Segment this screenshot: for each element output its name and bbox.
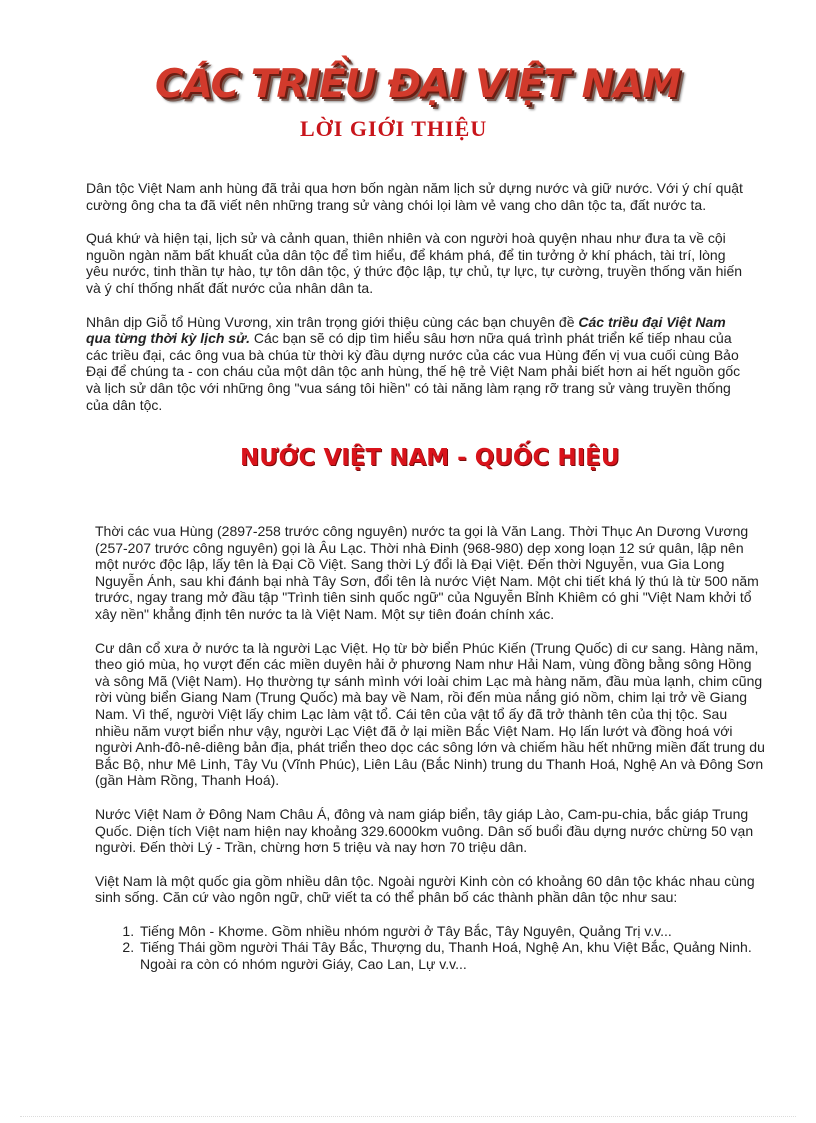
country-section xyxy=(95,523,765,973)
intro-p3-text: Nhân dịp Giỗ tổ Hùng Vương, xin trân trọng giới thiệu cùng các bạn chuyên đề xyxy=(86,313,579,330)
intro-paragraph-2: Quá khứ và hiện tại, lịch sử và cảnh quan, thiên nhiên và con người hoà quyện nhau như đưa ta về cội nguồn ngàn năm bất khuất của dân tộc để tìm hiểu, để khám phá, để tin tưởng ở khí phách, tài trí, lòng yêu nước, tinh thần tự hào, tự tôn dân tộc, ý thức độc lập, tự chủ, tự lực, tự cường, truyền thống văn hiến và ý chí thống nhất đất nước của nhân dân ta. xyxy=(86,230,743,296)
section-paragraph-3: Nước Việt Nam ở Đông Nam Châu Á, đông và nam giáp biển, tây giáp Lào, Cam-pu-chia, bắc giáp Trung Quốc. Diện tích Việt nam hiện nay khoảng 329.6000km vuông. Dân số buổi đầu dựng nước chừng 50 vạn người. Đến thời Lý - Trần, chừng hơn 5 triệu và nay hơn 70 triệu dân. xyxy=(95,805,754,856)
section-paragraph-2: Cư dân cổ xưa ở nước ta là người Lạc Việt. Họ từ bờ biển Phúc Kiến (Trung Quốc) di cư sang. Hàng năm, theo gió mùa, họ vượt đến các miền duyên hải ở phương Nam như Hải Nam, vùng đồng bằng sông Hồng và sông Mã (Việt Nam). Họ thường tự sánh mình với loài chim Lạc mà hàng năm, đầu mùa lạnh, chim cũng rời vùng biển Giang Nam (Trung Quốc) mà bay về Nam, rồi đến mùa nắng gió nồm, chim lại trở về Giang Nam. Vì thế, người Việt lấy chim Lạc làm vật tổ. Cái tên của vật tổ ấy đã trở thành tên của thị tộc. Sau nhiều năm vượt biển như vậy, người Lạc Việt đã ở lại miền Bắc Việt Nam. Họ lấn lướt và đồng hoá với người Anh-đô-nê-diêng bản địa, phát triển theo dọc các sông lớn và chiếm hầu hết những miền đất trung du Bắc Bộ, như Mê Linh, Tây Vu (Vĩnh Phúc), Liên Lâu (Bắc Ninh) trung du Thanh Hoá, Nghệ An và Đông Sơn (gần Hàm Rồng, Thanh Hoá). xyxy=(95,639,765,789)
intro-section xyxy=(86,180,746,430)
bottom-divider xyxy=(20,1116,796,1117)
topic-emphasis: Các triều đại Việt Nam qua từng thời kỳ lịch sử. xyxy=(86,313,726,347)
ethnic-language-list xyxy=(95,923,765,973)
list-item: 1. Tiếng Môn - Khơme. Gồm nhiều nhóm người ở Tây Bắc, Tây Nguyên, Quảng Trị v.v... xyxy=(138,923,765,940)
list-item: 2. Tiếng Thái gồm người Thái Tây Bắc, Thượng du, Thanh Hoá, Nghệ An, khu Việt Bắc, Quảng Ninh. Ngoài ra còn có nhóm người Giáy, Cao Lan, Lự v.v... xyxy=(138,939,765,972)
intro-heading: LỜI GIỚI THIỆU xyxy=(300,116,488,141)
section-heading: NƯỚC VIỆT NAM - QUỐC HIỆU xyxy=(240,445,620,471)
section-paragraph-1: Thời các vua Hùng (2897-258 trước công nguyên) nước ta gọi là Văn Lang. Thời Thục An Dương Vương (257-207 trước công nguyên) gọi là Âu Lạc. Thời nhà Đinh (968-980) dẹp xong loạn 12 sứ quân, lập nên một nước độc lập, lấy tên là Đại Cồ Việt. Sang thời Lý đổi là Đại Việt. Đến thời Nguyễn, vua Gia Long Nguyễn Ánh, sau khi đánh bại nhà Tây Sơn, đổi tên là nước Việt Nam. Một chi tiết khá lý thú là từ 500 năm trước, ngay trang mở đầu tập "Trình tiên sinh quốc ngữ" của Nguyễn Bỉnh Khiêm có ghi "Việt Nam khởi tổ xây nền" khẳng định tên nước ta là Việt Nam. Một sự tiên đoán chính xác. xyxy=(95,523,759,622)
page-title-banner: CÁC TRIỀU ĐẠI VIỆT NAM xyxy=(155,62,681,107)
intro-p3-rest: Các bạn sẽ có dịp tìm hiểu sâu hơn nữa quá trình phát triển kế tiếp nhau của các triều đại, các ông vua bà chúa từ thời kỳ đầu dựng nước của các vua Hùng đến vị vua cuối cùng Bảo Đại để chúng ta - con cháu của một dân tộc anh hùng, thế hệ trẻ Việt Nam phải biết hơn ai hết nguồn gốc và lịch sử dân tộc với những ông "vua sáng tôi hiền" có tài năng làm rạng rỡ trang sử vàng truyền thống của dân tộc. xyxy=(86,330,741,413)
intro-paragraph-3 xyxy=(86,314,746,414)
section-paragraph-4: Việt Nam là một quốc gia gồm nhiều dân tộc. Ngoài người Kinh còn có khoảng 60 dân tộc khác nhau cùng sinh sống. Căn cứ vào ngôn ngữ, chữ viết ta có thể phân bố các thành phần dân tộc như sau: xyxy=(95,872,755,906)
intro-paragraph-1: Dân tộc Việt Nam anh hùng đã trải qua hơn bốn ngàn năm lịch sử dựng nước và giữ nước. Với ý chí quật cường ông cha ta đã viết nên những trang sử vàng chói lọi làm vẻ vang cho dân tộc ta, đất nước ta. xyxy=(86,180,743,213)
